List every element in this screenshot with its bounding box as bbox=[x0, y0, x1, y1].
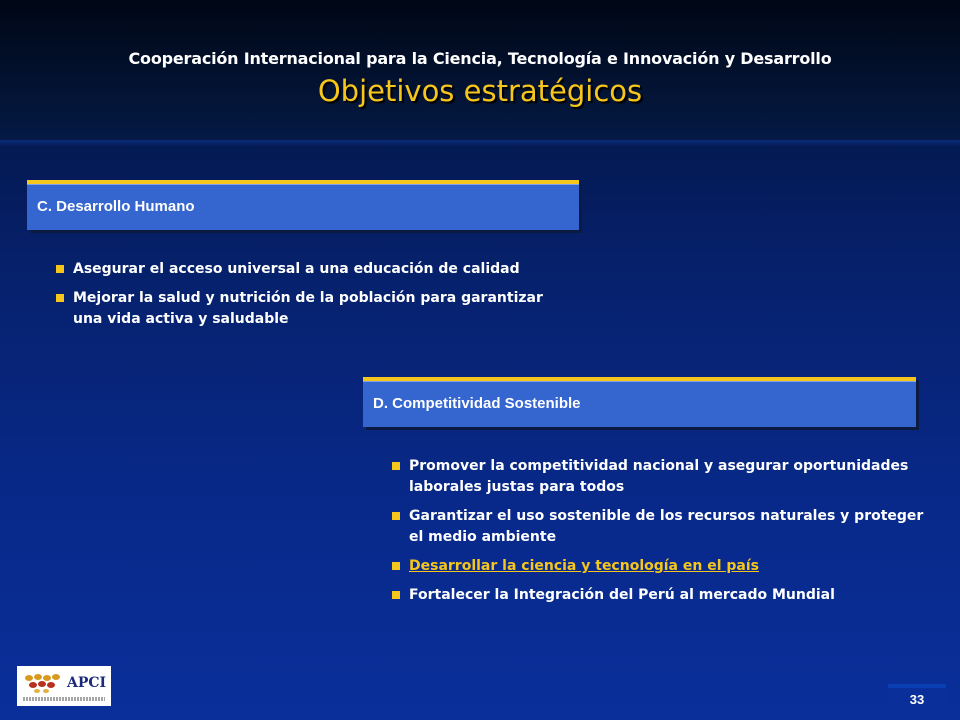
ciencia-tecnologia-link[interactable]: Desarrollar la ciencia y tecnología en el país bbox=[409, 558, 759, 574]
list-item bbox=[389, 456, 929, 498]
list-item-text: Mejorar la salud y nutrición de la población para garantizar una vida activa y saludable bbox=[73, 290, 543, 327]
list-item bbox=[389, 506, 929, 548]
bullet-square-icon bbox=[56, 294, 64, 302]
section-header-competitividad bbox=[363, 377, 916, 427]
bullet-square-icon bbox=[392, 512, 400, 520]
header-band bbox=[0, 0, 960, 140]
bullet-square-icon bbox=[392, 591, 400, 599]
section-header-desarrollo-humano bbox=[27, 180, 579, 230]
section-label: D. Competitividad Sostenible bbox=[373, 395, 581, 412]
bullet-square-icon bbox=[392, 462, 400, 470]
logo-text: APCI bbox=[67, 675, 107, 691]
bullet-list-competitividad bbox=[389, 456, 929, 614]
logo-tagline bbox=[23, 697, 105, 701]
list-item-text: Promover la competitividad nacional y asegurar oportunidades laborales justas para todos bbox=[409, 458, 909, 495]
section-label: C. Desarrollo Humano bbox=[37, 198, 195, 215]
header-divider bbox=[0, 140, 960, 146]
slide-title: Objetivos estratégicos bbox=[317, 74, 643, 108]
list-item bbox=[53, 288, 573, 330]
list-item bbox=[389, 556, 929, 577]
apci-mark-icon bbox=[23, 672, 65, 694]
bullet-square-icon bbox=[392, 562, 400, 570]
list-item-text: Asegurar el acceso universal a una educación de calidad bbox=[73, 261, 520, 277]
apci-logo bbox=[17, 666, 111, 706]
list-item bbox=[389, 585, 929, 606]
slide-subtitle: Cooperación Internacional para la Ciencia, Tecnología e Innovación y Desarrollo bbox=[128, 49, 832, 68]
list-item-text: Garantizar el uso sostenible de los recursos naturales y proteger el medio ambiente bbox=[409, 508, 924, 545]
bullet-square-icon bbox=[56, 265, 64, 273]
list-item-text: Fortalecer la Integración del Perú al mercado Mundial bbox=[409, 587, 835, 603]
page-number: 33 bbox=[888, 684, 946, 714]
list-item bbox=[53, 259, 573, 280]
bullet-list-desarrollo-humano bbox=[53, 259, 573, 338]
